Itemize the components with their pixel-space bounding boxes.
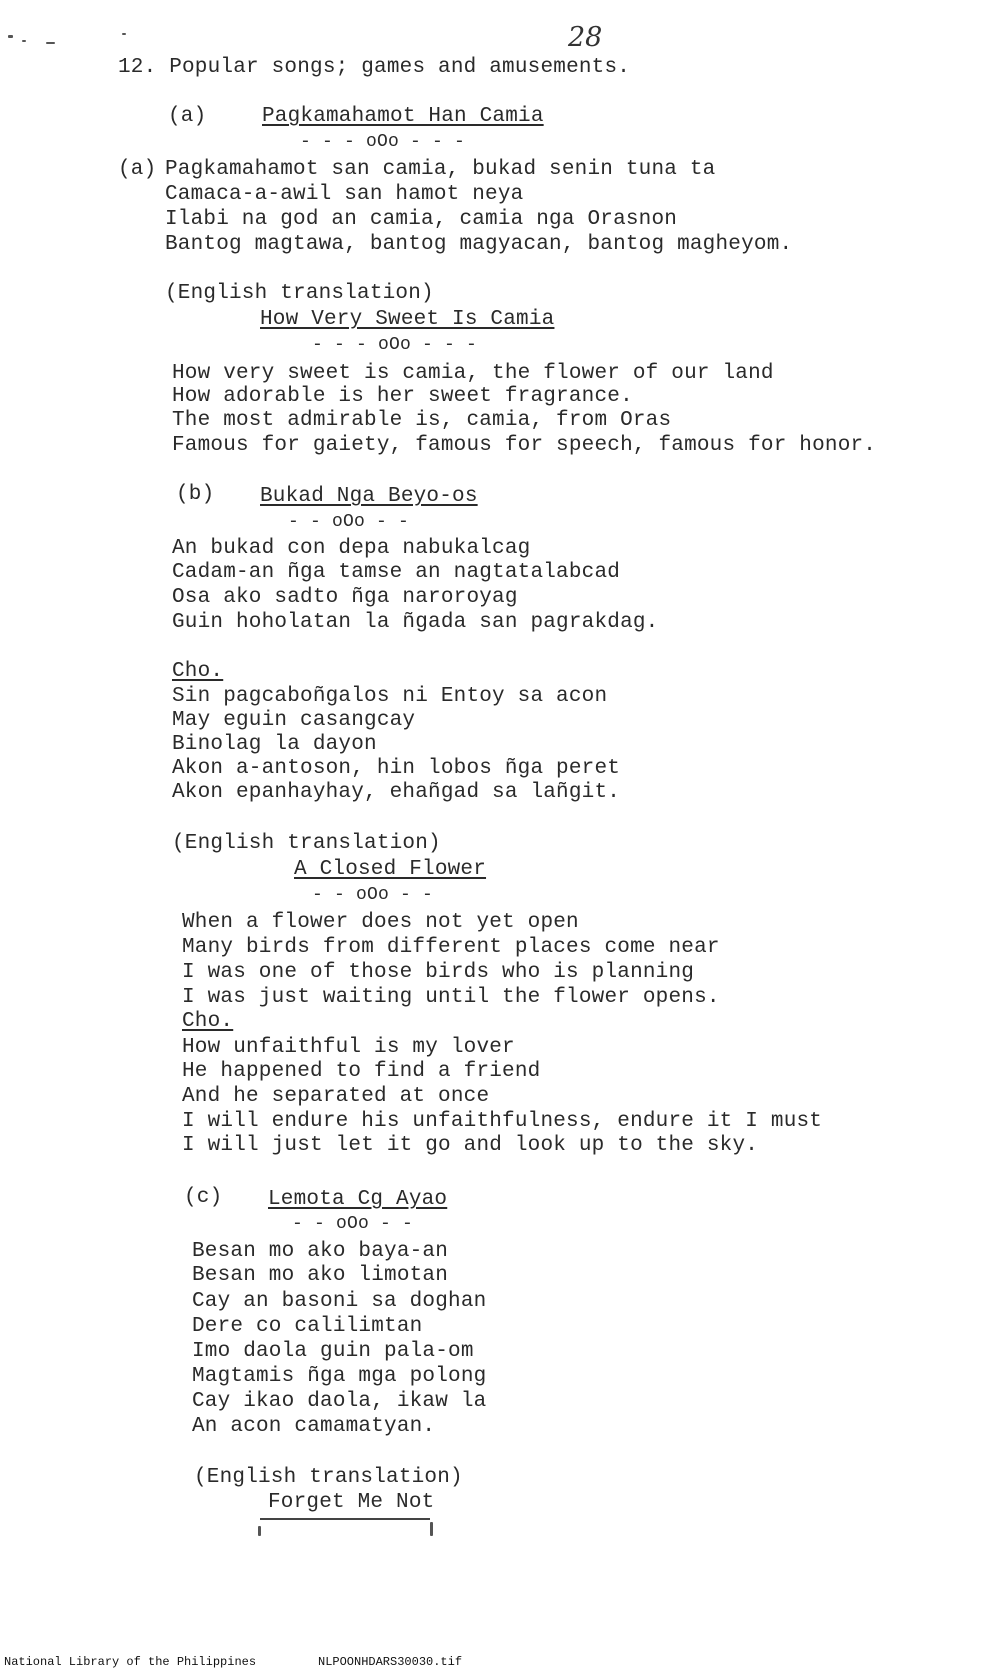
song-c-line: Imo daola guin pala-om	[192, 1340, 474, 1363]
song-a-line: Pagkamahamot san camia, bukad senin tuna ta	[165, 158, 716, 181]
song-c-title: Lemota Cg Ayao	[268, 1188, 448, 1211]
song-a-verse-marker: (a)	[118, 158, 157, 181]
song-b-chorus-line: Akon epanhayhay, ehañgad sa lañgit.	[172, 781, 621, 804]
song-c-divider: - - oOo - -	[292, 1214, 414, 1234]
song-b-line: An bukad con depa nabukalcag	[172, 537, 531, 560]
song-a-title: Pagkamahamot Han Camia	[262, 105, 544, 128]
song-a-translation-line: How adorable is her sweet fragrance.	[172, 385, 633, 408]
song-b-translation-chorus-line: How unfaithful is my lover	[182, 1036, 515, 1059]
scan-speck	[122, 33, 126, 35]
scan-speck	[430, 1522, 433, 1536]
section-heading: 12. Popular songs; games and amusements.	[118, 56, 631, 79]
song-b-line: Cadam-an ñga tamse an nagtatalabcad	[172, 561, 621, 584]
song-c-line: Dere co calilimtan	[192, 1315, 423, 1338]
song-a-line: Camaca-a-awil san hamot neya	[165, 183, 524, 206]
song-c-line: Besan mo ako baya-an	[192, 1240, 449, 1263]
song-a-translation-line: How very sweet is camia, the flower of our land	[172, 362, 774, 385]
song-b-title: Bukad Nga Beyo-os	[260, 485, 478, 508]
song-c-translation-title: Forget Me Not	[268, 1491, 435, 1514]
song-c-line: An acon camamatyan.	[192, 1415, 436, 1438]
song-b-line: Guin hoholatan la ñgada san pagrakdag.	[172, 611, 659, 634]
song-b-chorus-line: May eguin casangcay	[172, 709, 416, 732]
song-b-translation-line: I was just waiting until the flower opens.	[182, 986, 720, 1009]
song-b-chorus-line: Sin pagcaboñgalos ni Entoy sa acon	[172, 685, 608, 708]
song-a-line: Bantog magtawa, bantog magyacan, bantog magheyom.	[165, 233, 793, 256]
song-b-translation-chorus-line: And he separated at once	[182, 1085, 490, 1108]
song-c-marker: (c)	[184, 1186, 223, 1209]
scan-speck	[46, 42, 55, 44]
song-b-translation-chorus-label: Cho.	[182, 1010, 234, 1033]
scan-speck	[8, 35, 13, 38]
page-number: 28	[568, 22, 603, 53]
title-rule	[260, 1518, 430, 1520]
song-a-translation-label: (English translation)	[165, 282, 434, 305]
song-b-divider: - - oOo - -	[288, 512, 410, 532]
song-a-divider: - - - oOo - - -	[300, 132, 466, 152]
song-b-translation-divider: - - oOo - -	[312, 885, 434, 905]
song-b-chorus-line: Akon a-antoson, hin lobos ñga peret	[172, 757, 621, 780]
song-b-translation-label: (English translation)	[172, 832, 441, 855]
song-b-chorus-label: Cho.	[172, 660, 224, 683]
song-c-line: Cay ikao daola, ikaw la	[192, 1390, 487, 1413]
song-b-translation-chorus-line: I will just let it go and look up to the sky.	[182, 1134, 759, 1157]
song-b-translation-title: A Closed Flower	[294, 858, 487, 881]
footer-file: NLPOONHDARS30030.tif	[318, 1655, 463, 1669]
song-a-translation-line: Famous for gaiety, famous for speech, famous for honor.	[172, 434, 877, 457]
song-b-line: Osa ako sadto ñga naroroyag	[172, 586, 518, 609]
scan-speck	[22, 40, 26, 42]
song-b-translation-line: I was one of those birds who is planning	[182, 961, 695, 984]
song-b-chorus-line: Binolag la dayon	[172, 733, 377, 756]
scan-speck	[258, 1526, 261, 1536]
song-a-translation-title: How Very Sweet Is Camia	[260, 308, 555, 331]
song-a-marker: (a)	[168, 105, 207, 128]
song-a-line: Ilabi na god an camia, camia nga Orasnon	[165, 208, 678, 231]
song-a-translation-divider: - - - oOo - - -	[312, 335, 478, 355]
song-b-marker: (b)	[176, 483, 215, 506]
song-c-translation-label: (English translation)	[194, 1466, 463, 1489]
song-b-translation-line: When a flower does not yet open	[182, 911, 579, 934]
song-c-line: Besan mo ako limotan	[192, 1264, 449, 1287]
song-c-line: Magtamis ñga mga polong	[192, 1365, 487, 1388]
song-a-translation-line: The most admirable is, camia, from Oras	[172, 409, 672, 432]
song-b-translation-chorus-line: He happened to find a friend	[182, 1060, 541, 1083]
song-b-translation-line: Many birds from different places come near	[182, 936, 720, 959]
song-c-line: Cay an basoni sa doghan	[192, 1290, 487, 1313]
song-b-translation-chorus-line: I will endure his unfaithfulness, endure it I must	[182, 1110, 823, 1133]
footer-library: National Library of the Philippines	[4, 1655, 257, 1669]
